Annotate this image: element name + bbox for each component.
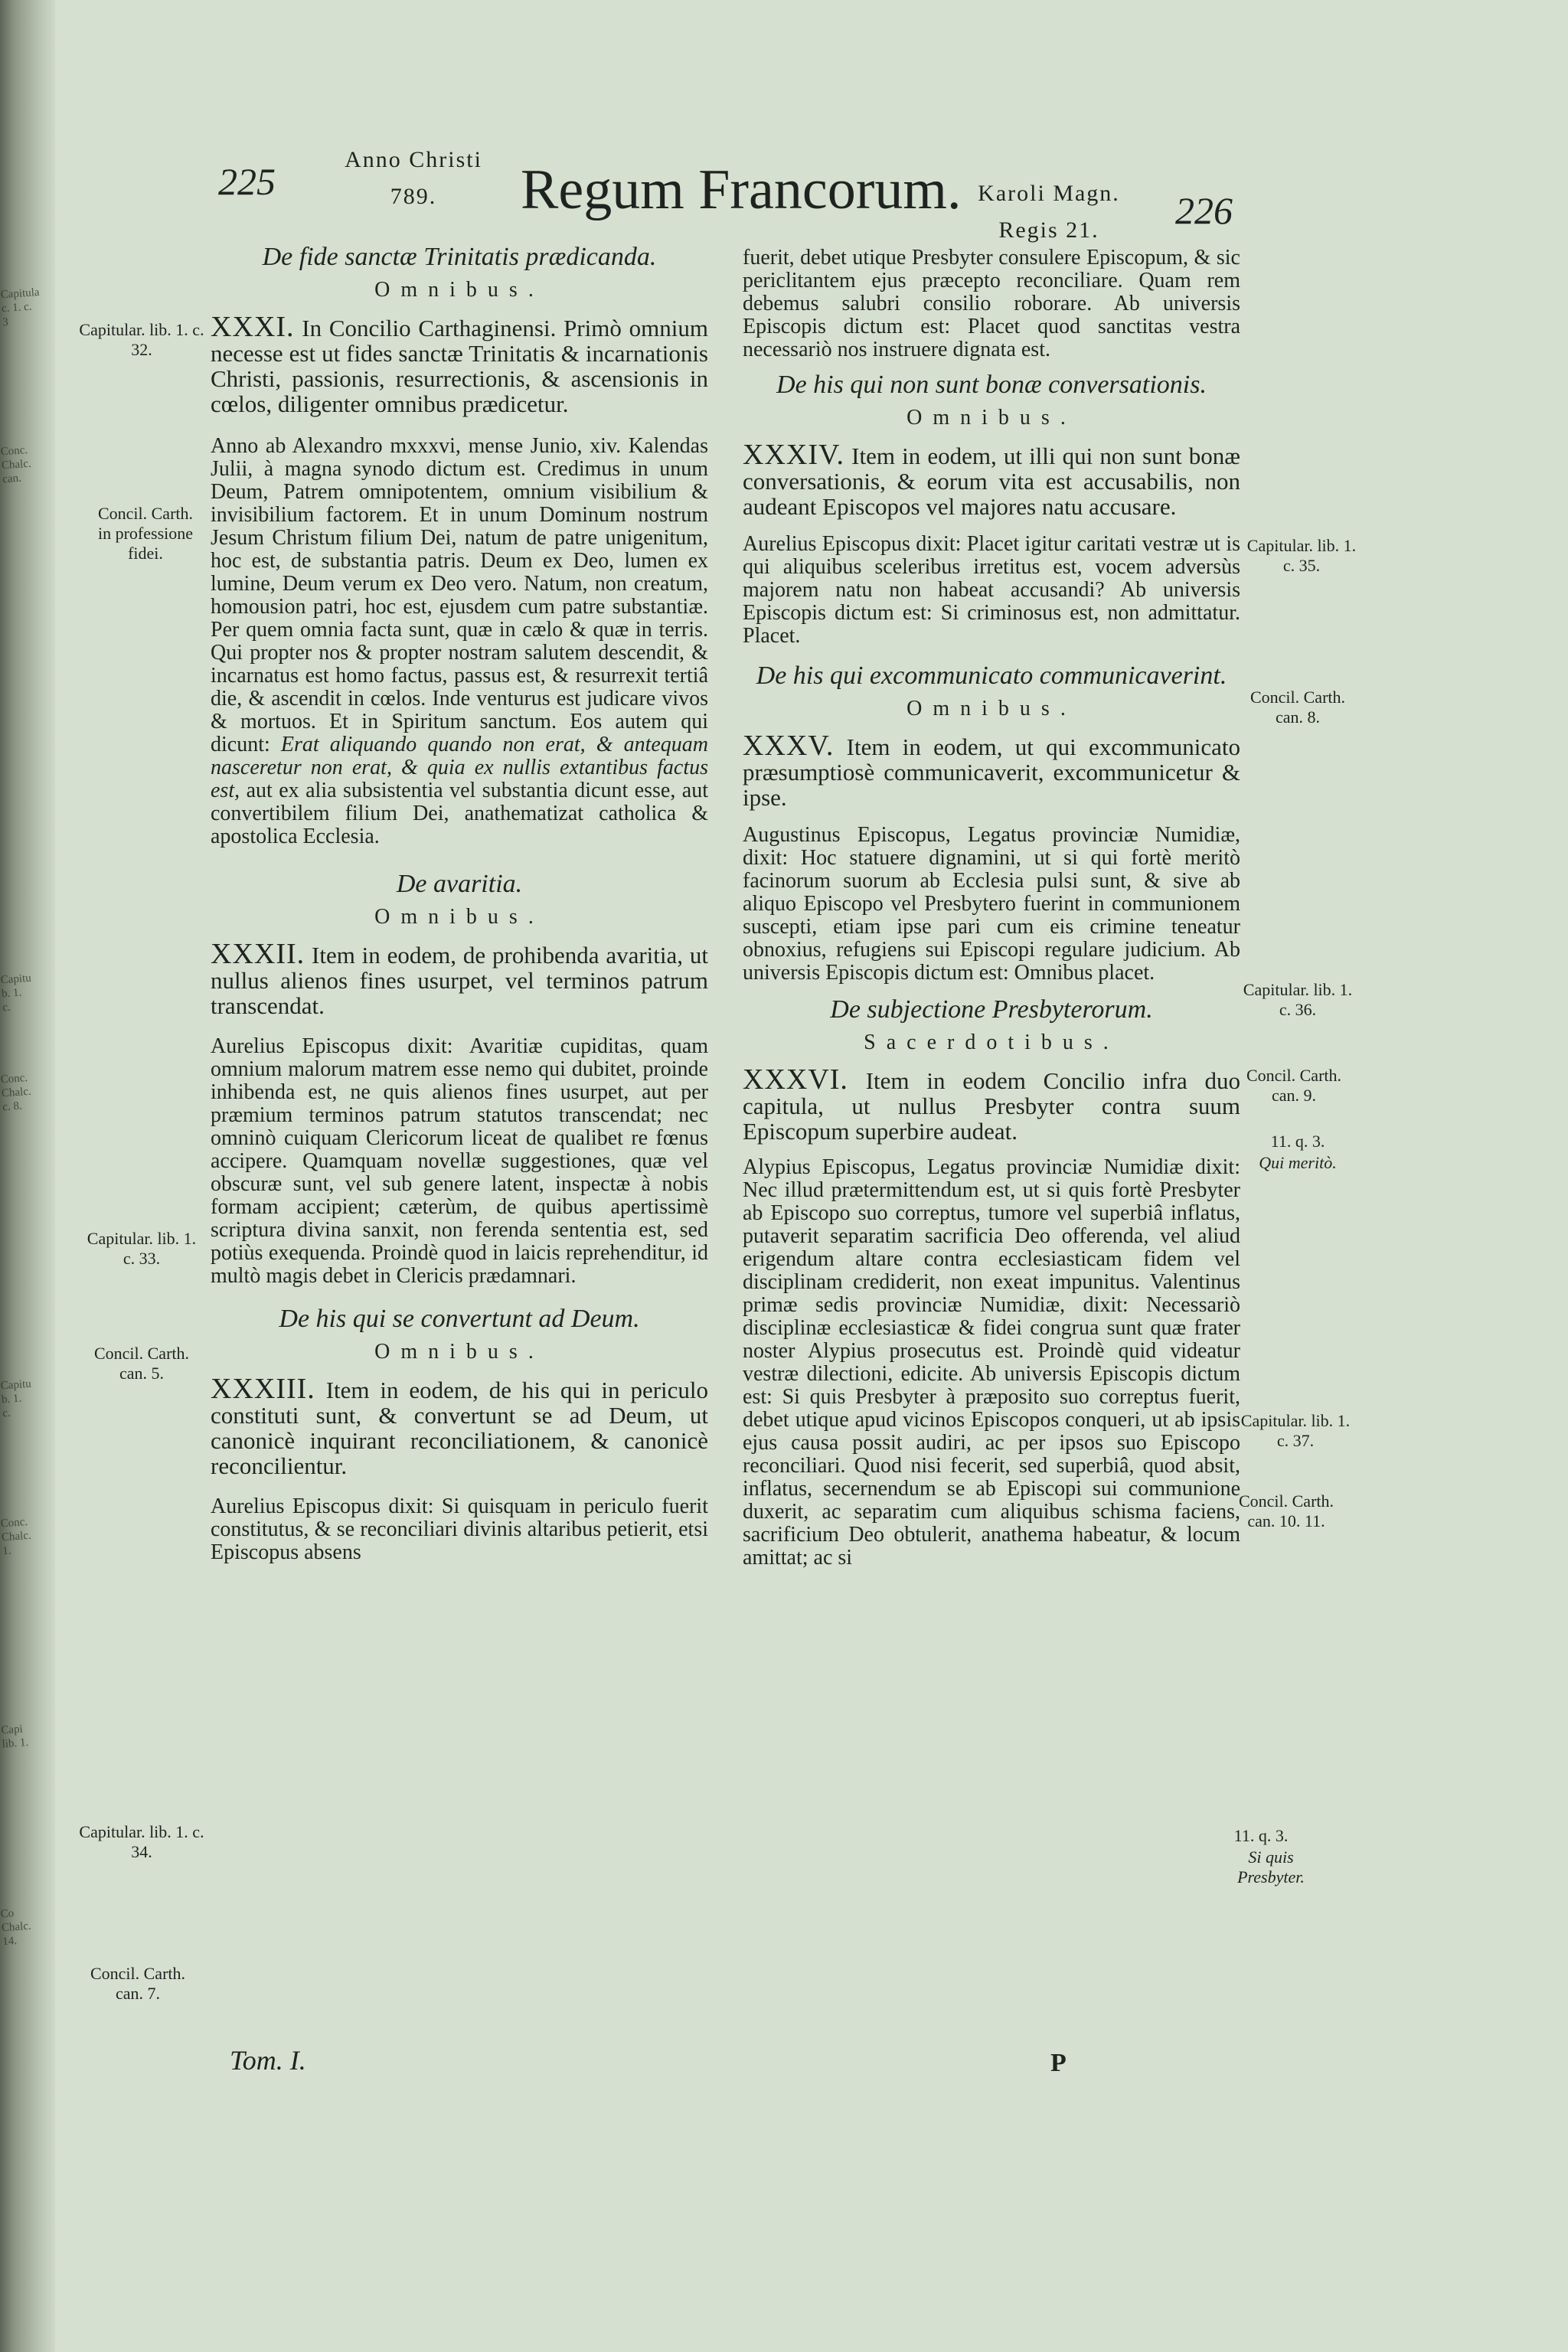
section-heading: De subjectione Presbyterorum. — [830, 995, 1153, 1024]
karoli-magni: Karoli Magn. — [978, 181, 1120, 206]
page-number-right: 226 — [1175, 189, 1233, 232]
margin-note: Capitular. lib. 1. c. 35. — [1246, 536, 1357, 575]
gutter-note: Conc. Chalc. c. 8. — [0, 1071, 32, 1114]
gutter-note: Capi lib. 1. — [0, 1723, 29, 1751]
margin-note: Concil. Carth. can. 9. — [1246, 1066, 1342, 1105]
margin-note: Concil. Carth. can. 10. 11. — [1238, 1491, 1334, 1530]
margin-note: Concil. Carth. can. 8. — [1250, 688, 1346, 727]
margin-note: Concil. Carth. can. 5. — [93, 1344, 190, 1383]
margin-note: Qui meritò. — [1259, 1153, 1337, 1172]
aurelius-paragraph: Aurelius Episcopus dixit: Placet igitur caritati vestræ ut is qui aliquibus sceleribus irretitus est, vocem adversùs majorem natu non habeat accusandi? Ab universis Episcopis dictum est: Si criminosus est, non admittatur. Placet. — [743, 532, 1240, 648]
paragraph-text: Anno ab Alexandro mxxxvi, mense Junio, xiv. Kalendas Julii, à magna synodo dictum est. Credimus in unum Deum, Patrem omnipotentem, omnium visibilium & invisibilium factorem. Et in unum Dominum nostrum Jesum Christum filium Dei, natum de patre unigenitum, hoc est, de substantia patris. Deum ex Deo, lumen ex lumine, Deum verum ex Deo vero. Natum, non creatum, homousion patri, hoc est, ejusdem cum patre substantiæ. Per quem omnia facta sunt, quæ in cælo & quæ in terris. Qui propter nos & propter nostram salutem descendit, & incarnatus est homo factus, passus est, & resurrexit tertiâ die, & ascendit in cœlos. Inde venturus est judicare vivos & mortuos. Et in Spiritum sanctum. Eos autem qui dicunt: — [211, 434, 708, 756]
margin-note: Capitular. lib. 1. c. 34. — [79, 1822, 204, 1861]
running-title: Regum Francorum. — [521, 158, 962, 221]
chapter-text: Item in eodem Concilio infra duo capitula, ut nullus Presbyter contra suum Episcopum superbire audeat. — [743, 1067, 1240, 1145]
chapter-text: Item in eodem, ut qui excommunicato præsumptiosè communicaverit, excommunicetur & ipse. — [743, 733, 1240, 811]
creed-paragraph — [211, 435, 708, 848]
continuation-paragraph: fuerit, debet utique Presbyter consulere Episcopum, & sic periclitantem ejus præcepto reconciliare. Quam rem debemus salubri consilio roborare. Ab universis Episcopis dictum est: Placet quod sanctitas vestra necessariò nos instruere dignata est. — [743, 246, 1240, 361]
section-heading: De his qui se convertunt ad Deum. — [279, 1305, 640, 1333]
aurelius-paragraph: Aurelius Episcopus dixit: Avaritiæ cupiditas, quam omnium malorum matrem esse nemo qui dubitet, proinde inhibenda est, ne quis alienos fines usurpet, aut per præmium terminos patrum statutos transcendat; nec omninò cuiquam Clericorum liceat de qualibet re fœnus accipere. Quamquam novellæ suggestiones, quæ vel obscuræ sunt, vel sub genere latent, inspectæ à nobis formam accipient; cæterùm, de quibus apertissimè scriptura divina sanxit, non ferenda sententia est, sed potiùs exequenda. Proindè quod in laicis reprehenditur, id multò magis debet in Clericis prædamnari. — [211, 1034, 708, 1288]
margin-note: Capitular. lib. 1. c. 37. — [1240, 1411, 1351, 1450]
signature-mark: Tom. I. — [230, 2045, 306, 2076]
addressee: Omnibus. — [374, 278, 544, 302]
signature-mark: P — [1050, 2049, 1067, 2077]
gutter-note: Conc. Chalc. can. — [0, 443, 32, 486]
addressee: Omnibus. — [906, 697, 1076, 720]
addressee: Omnibus. — [374, 905, 544, 929]
chapter-text: Item in eodem, de his qui in periculo constituti sunt, & convertunt se ad Deum, ut canonicè inquirant reconciliationem, & canonicè reconcilientur. — [211, 1377, 709, 1479]
left-column — [211, 234, 708, 1570]
chapter-36 — [743, 1063, 1240, 1145]
section-heading: De his qui non sunt bonæ conversationis. — [776, 371, 1207, 399]
facing-page-gutter — [0, 0, 55, 2352]
chapter-numeral: XXXI. — [211, 311, 295, 343]
right-column — [743, 247, 1240, 1576]
chapter-numeral: XXXV. — [743, 730, 835, 762]
addressee: Omnibus. — [374, 1340, 544, 1364]
paragraph-italic: Erat aliquando quando non erat, & antequam nasceretur non erat, & quia ex nullis extantibus factus est, — [211, 733, 709, 802]
chapter-numeral: XXXVI. — [743, 1063, 848, 1096]
chapter-35 — [743, 730, 1240, 811]
margin-note: Capitular. lib. 1. c. 33. — [87, 1229, 197, 1268]
chapter-33 — [211, 1373, 709, 1479]
section-heading: De avaritia. — [396, 870, 523, 898]
augustinus-paragraph: Augustinus Episcopus, Legatus provinciæ Numidiæ, dixit: Hoc statuere dignamini, ut si qui fortè meritò facinorum suorum ab Ecclesia pulsi sunt, & sive ab aliquo Episcopo vel Presbytero fuerint in communionem suscepti, etiam ipse pari cum eis crimine teneatur obnoxius, refugiens sui Episcopi regulare judicium. Ab universis Episcopis dictum est: Omnibus placet. — [743, 823, 1240, 985]
page-number-left: 225 — [218, 160, 276, 203]
chapter-text: In Concilio Carthaginensi. Primò omnium necesse est ut fides sanctæ Trinitatis & incarnationis Christi, passionis, resurrectionis, & ascensionis in cœlos, diligenter omnibus prædicetur. — [211, 315, 709, 417]
gutter-note: Capitu b. 1. c. — [0, 1377, 32, 1420]
aurelius-paragraph: Aurelius Episcopus dixit: Si quisquam in periculo fuerit constitutus, & se reconciliari divinis altaribus petierit, etsi Episcopus absens — [211, 1494, 708, 1564]
margin-note: Capitular. lib. 1. c. 36. — [1243, 980, 1353, 1019]
addressee: Omnibus. — [906, 406, 1076, 430]
section-heading: De fide sanctæ Trinitatis prædicanda. — [262, 243, 657, 271]
anno-christi: Anno Christi — [345, 147, 482, 172]
chapter-text: Item in eodem, de prohibenda avaritia, ut nullus alienos fines usurpet, vel terminos patrum transcendat. — [211, 942, 709, 1019]
margin-note: Concil. Carth. in professione fidei. — [97, 504, 194, 563]
margin-note: 11. q. 3. — [1270, 1132, 1325, 1151]
chapter-32 — [211, 938, 709, 1019]
addressee: Sacerdotibus. — [864, 1031, 1119, 1054]
chapter-numeral: XXXIII. — [211, 1373, 315, 1405]
paragraph-text: aut ex alia subsistentia vel substantia dicunt esse, aut convertibilem filium Dei, anathematizat catholica & apostolica Ecclesia. — [211, 779, 709, 848]
gutter-note: Capitu b. 1. c. — [0, 972, 32, 1014]
chapter-text: Item in eodem, ut illi qui non sunt bonæ conversationis, & eorum vita est accusabilis, non audeant Episcopos vel majores natu accusare. — [743, 443, 1240, 520]
alypius-paragraph: Alypius Episcopus, Legatus provinciæ Numidiæ dixit: Nec illud prætermittendum est, ut si quis fortè Presbyter ab Episcopo suo correptus, tumore vel superbiâ inflatus, putaverit separatim sacrificia Deo offerenda, vel aliud erigendum altare contra ecclesiasticam fidem vel disciplinam crediderit, non exeat impunitus. Valentinus primæ sedis provinciæ Numidiæ, dixit: Necessariò disciplinæ ecclesiasticæ & fidei congrua sunt quæ frater noster Alypius prosecutus est. Proindè quid videatur vestræ dilectioni, edicite. Ab universis Episcopis dictum est: Si quis Presbyter à præposito suo correptus fuerit, debet utique apud vicinos Episcopos conqueri, ut ab ipsis ejus causa possit audiri, ac per ipsos suo Episcopo reconciliari. Quod nisi fecerit, sed superbiâ, quod absit, inflatus, secernendum se ab Episcopi sui communione duxerit, ac separatim cum aliquibus schisma faciens, sacrificium Deo obtulerit, anathema habeatur, & locum amittat; ac si — [743, 1155, 1240, 1570]
margin-note: 11. q. 3. — [1233, 1826, 1289, 1845]
chapter-numeral: XXXIV. — [743, 439, 845, 471]
gutter-note: Capitula c. 1. c. 3 — [0, 286, 41, 329]
year: 789. — [390, 184, 437, 209]
gutter-note: Conc. Chalc. 1. — [0, 1515, 32, 1558]
margin-note: Concil. Carth. can. 7. — [90, 1964, 186, 2003]
chapter-31 — [211, 311, 709, 417]
chapter-34 — [743, 439, 1240, 520]
margin-note: Capitular. lib. 1. c. 32. — [79, 320, 204, 359]
section-heading: De his qui excommunicato communicaverint. — [756, 662, 1227, 690]
gutter-note: Co Chalc. 14. — [0, 1907, 32, 1949]
margin-note: Si quis Presbyter. — [1237, 1847, 1305, 1886]
chapter-numeral: XXXII. — [211, 938, 305, 970]
regis-year: Regis 21. — [998, 217, 1099, 243]
